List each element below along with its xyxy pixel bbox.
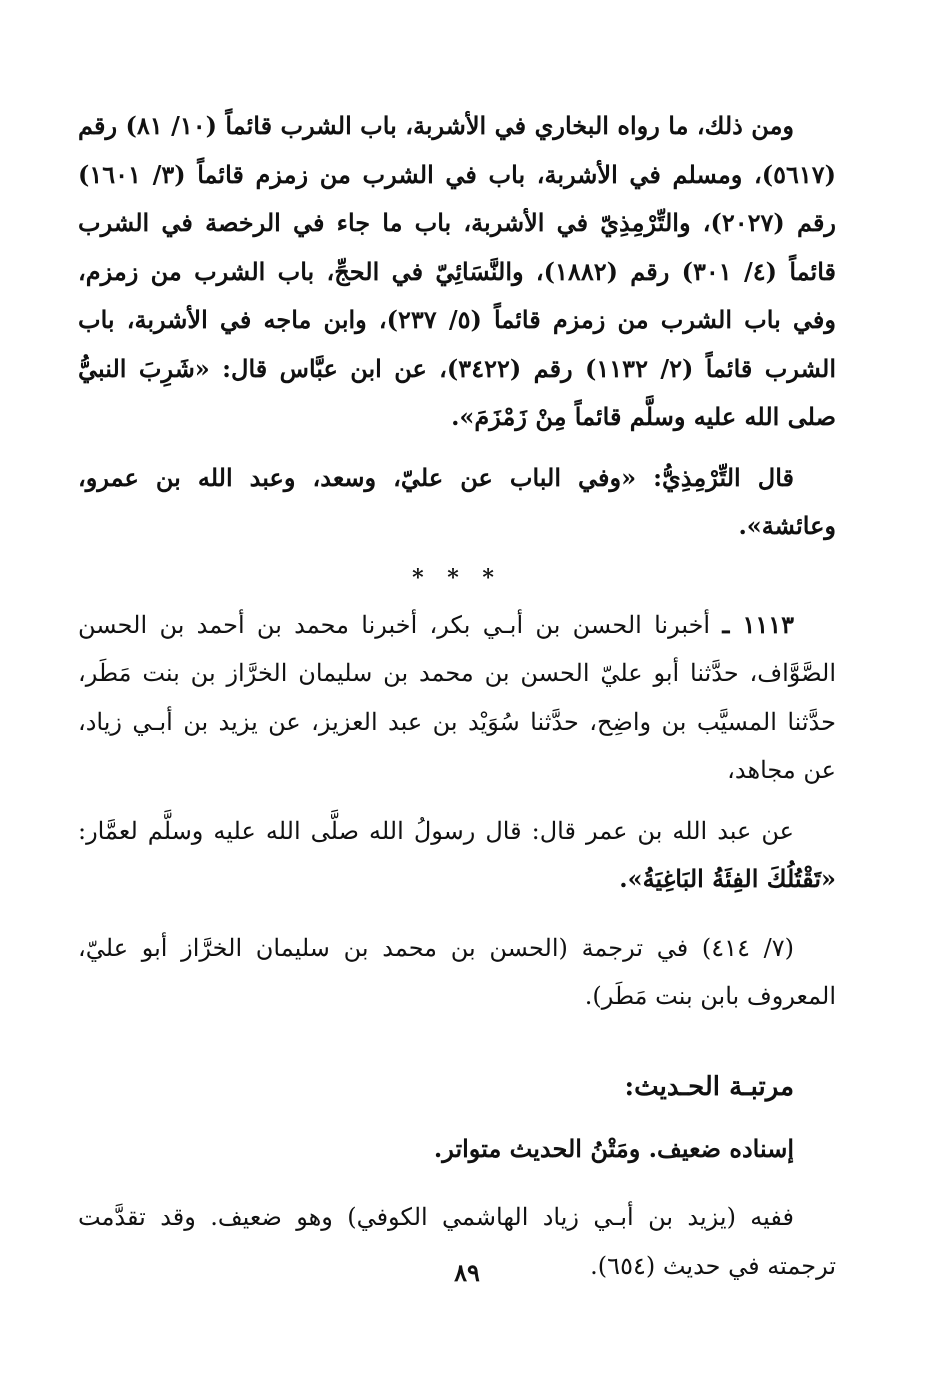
hadith-isnad [78, 601, 836, 795]
footnote-tirmidhi-remark: قال التِّرْمِذِيُّ: «وفي الباب عن عليّ، وسعد، وعبد الله بن عمرو، وعائشة». [78, 462, 836, 540]
hadith-matn-intro: عن عبد الله بن عمر قال: قال رسولُ الله صلَّى الله عليه وسلَّم لعمَّار: [78, 816, 794, 845]
grade-heading: مرتبـة الحـديث: [624, 1071, 794, 1102]
hadith-matn-quote: «تَقْتُلُكَ الفِئَةُ البَاغِيَةُ». [619, 864, 836, 893]
hadith-source-reference: (٧/ ٤١٤) في ترجمة (الحسن بن محمد بن سليمان الخرَّاز أبو عليّ، المعروف بابن بنت مَطَر). [78, 933, 836, 1010]
hadith-matn [78, 807, 836, 904]
footnote-takhrij: ومن ذلك، ما رواه البخاري في الأشربة، باب الشرب قائماً (١٠/ ٨١) رقم (٥٦١٧)، ومسلم في الأشربة، باب في الشرب من زمزم قائماً (٣/ ١٦٠١) رقم (٢٠٢٧)، والتِّرْمِذِيّ في الأشربة، باب ما جاء في الرخصة في الشرب قائماً (٤/ ٣٠١) رقم (١٨٨٢)، والنَّسَائِيّ في الحجِّ، باب الشرب من زمزم، وفي باب الشرب من زمزم قائماً (٥/ ٢٣٧)، وابن ماجه في الأشربة، باب الشرب قائماً (٢/ ١١٣٢) رقم (٣٤٢٢)، عن ابن عبَّاس قال: «شَرِبَ النبيُّ صلى الله عليه وسلَّم قائماً مِنْ زَمْزَمَ». [78, 111, 837, 431]
section-separator: * * * [412, 564, 502, 591]
hadith-isnad-text: أخبرنا الحسن بن أبـي بكر، أخبرنا محمد بن أحمد بن الحسن الصَّوَّاف، حدَّثنا أبو عليّ الحسن بن محمد بن سليمان الخرَّاز بن بنت مَطَر، حدَّثنا المسيَّب بن واضِح، حدَّثنا سُوَيْد بن عبد العزيز، عن يزيد بن أبـي زياد، عن مجاهد، [78, 610, 836, 784]
document-page [78, 102, 836, 1290]
page-number: ٨٩ [454, 1258, 480, 1287]
grade-verdict: إسناده ضعيف. ومَتْنُ الحديث متواتر. [433, 1133, 794, 1163]
hadith-number: ١١١٣ ـ [722, 609, 794, 639]
grade-explanation: ففيه (يزيد بن أبـي زياد الهاشمي الكوفي) وهو ضعيف. وقد تقدَّمت ترجمته في حديث (٦٥٤). [78, 1203, 836, 1280]
